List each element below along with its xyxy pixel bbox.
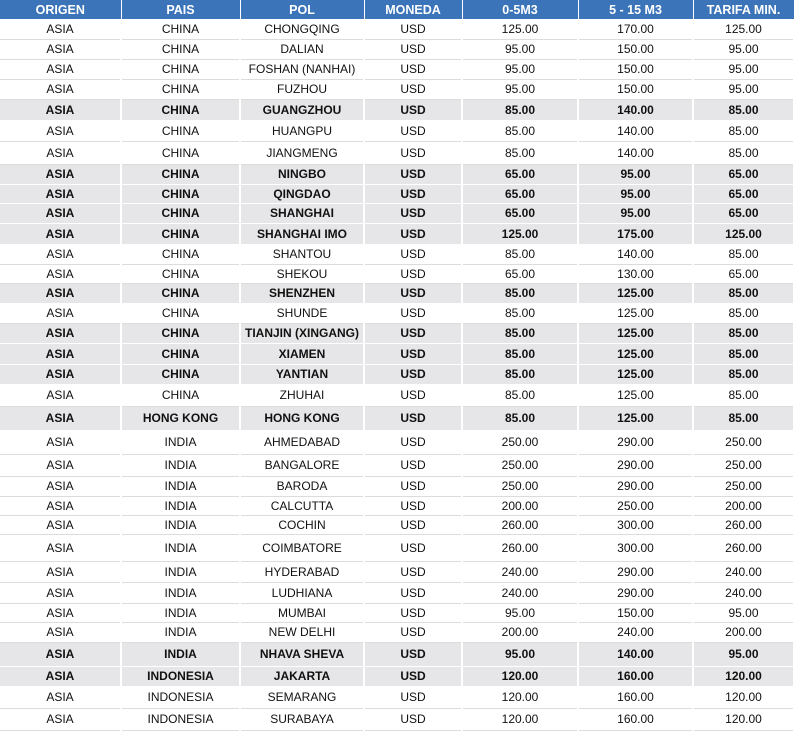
cell-moneda: USD — [364, 642, 462, 666]
cell-origen: ASIA — [0, 454, 121, 476]
table-row — [0, 203, 794, 223]
cell-rate-0-5m3: 85.00 — [462, 141, 578, 164]
cell-origen: ASIA — [0, 244, 121, 264]
cell-origen: ASIA — [0, 364, 121, 384]
cell-tarifa-min: 85.00 — [693, 406, 794, 430]
cell-origen: ASIA — [0, 203, 121, 223]
table-row — [0, 582, 794, 603]
cell-rate-0-5m3: 260.00 — [462, 515, 578, 534]
cell-rate-5-15m3: 95.00 — [578, 184, 693, 203]
cell-tarifa-min: 260.00 — [693, 515, 794, 534]
cell-rate-0-5m3: 65.00 — [462, 164, 578, 184]
cell-rate-5-15m3: 290.00 — [578, 582, 693, 603]
cell-moneda: USD — [364, 264, 462, 283]
cell-pol: HYDERABAD — [240, 561, 364, 582]
cell-pais: INDONESIA — [121, 686, 240, 708]
cell-pol: DALIAN — [240, 39, 364, 59]
table-row — [0, 323, 794, 343]
cell-pais: CHINA — [121, 79, 240, 99]
cell-pais: INDIA — [121, 622, 240, 642]
cell-pais: CHINA — [121, 323, 240, 343]
cell-origen: ASIA — [0, 708, 121, 730]
table-row — [0, 708, 794, 730]
cell-moneda: USD — [364, 686, 462, 708]
cell-moneda: USD — [364, 708, 462, 730]
cell-tarifa-min: 85.00 — [693, 323, 794, 343]
cell-pais: CHINA — [121, 203, 240, 223]
cell-pais: CHINA — [121, 283, 240, 303]
cell-origen: ASIA — [0, 99, 121, 120]
cell-moneda: USD — [364, 99, 462, 120]
cell-pol: SHANGHAI — [240, 203, 364, 223]
table-row — [0, 59, 794, 79]
table-row — [0, 384, 794, 406]
cell-pais: CHINA — [121, 343, 240, 364]
table-row — [0, 686, 794, 708]
cell-pais: INDIA — [121, 582, 240, 603]
cell-pais: CHINA — [121, 184, 240, 203]
table-row — [0, 244, 794, 264]
cell-pol: HONG KONG — [240, 406, 364, 430]
cell-pol: SHUNDE — [240, 303, 364, 323]
cell-moneda: USD — [364, 120, 462, 141]
table-row — [0, 264, 794, 283]
cell-origen: ASIA — [0, 120, 121, 141]
cell-pol: MUMBAI — [240, 603, 364, 622]
cell-moneda: USD — [364, 223, 462, 244]
cell-rate-0-5m3: 260.00 — [462, 534, 578, 561]
cell-pol: QINGDAO — [240, 184, 364, 203]
cell-moneda: USD — [364, 666, 462, 686]
cell-pais: INDIA — [121, 430, 240, 454]
cell-pais: CHINA — [121, 164, 240, 184]
cell-rate-5-15m3: 150.00 — [578, 59, 693, 79]
cell-moneda: USD — [364, 203, 462, 223]
cell-origen: ASIA — [0, 496, 121, 515]
cell-tarifa-min: 65.00 — [693, 264, 794, 283]
cell-tarifa-min: 85.00 — [693, 141, 794, 164]
cell-pol: BANGALORE — [240, 454, 364, 476]
cell-pais: CHINA — [121, 120, 240, 141]
table-row — [0, 19, 794, 39]
cell-origen: ASIA — [0, 283, 121, 303]
cell-pais: CHINA — [121, 303, 240, 323]
cell-pol: YANTIAN — [240, 364, 364, 384]
cell-tarifa-min: 85.00 — [693, 384, 794, 406]
cell-rate-5-15m3: 150.00 — [578, 603, 693, 622]
cell-origen: ASIA — [0, 622, 121, 642]
cell-moneda: USD — [364, 79, 462, 99]
cell-tarifa-min: 125.00 — [693, 19, 794, 39]
cell-moneda: USD — [364, 343, 462, 364]
cell-moneda: USD — [364, 384, 462, 406]
cell-pais: INDIA — [121, 476, 240, 496]
cell-pais: INDONESIA — [121, 666, 240, 686]
cell-rate-5-15m3: 125.00 — [578, 343, 693, 364]
cell-rate-0-5m3: 95.00 — [462, 79, 578, 99]
cell-rate-0-5m3: 120.00 — [462, 666, 578, 686]
cell-tarifa-min: 95.00 — [693, 603, 794, 622]
cell-tarifa-min: 85.00 — [693, 244, 794, 264]
cell-pol: FOSHAN (NANHAI) — [240, 59, 364, 79]
cell-pais: INDIA — [121, 454, 240, 476]
cell-rate-0-5m3: 85.00 — [462, 283, 578, 303]
cell-pol: BARODA — [240, 476, 364, 496]
table-row — [0, 561, 794, 582]
table-row — [0, 666, 794, 686]
cell-origen: ASIA — [0, 59, 121, 79]
cell-rate-5-15m3: 250.00 — [578, 496, 693, 515]
cell-pais: CHINA — [121, 264, 240, 283]
cell-pol: NHAVA SHEVA — [240, 642, 364, 666]
cell-rate-5-15m3: 150.00 — [578, 39, 693, 59]
cell-pais: INDIA — [121, 534, 240, 561]
cell-rate-5-15m3: 300.00 — [578, 534, 693, 561]
table-body — [0, 19, 794, 730]
cell-pol: SHANGHAI IMO — [240, 223, 364, 244]
cell-moneda: USD — [364, 164, 462, 184]
cell-pais: INDIA — [121, 642, 240, 666]
cell-origen: ASIA — [0, 264, 121, 283]
cell-tarifa-min: 65.00 — [693, 164, 794, 184]
cell-tarifa-min: 95.00 — [693, 59, 794, 79]
header-rate-5-15m3: 5 - 15 M3 — [578, 0, 693, 19]
cell-pol: ZHUHAI — [240, 384, 364, 406]
cell-origen: ASIA — [0, 430, 121, 454]
cell-rate-5-15m3: 175.00 — [578, 223, 693, 244]
cell-tarifa-min: 250.00 — [693, 454, 794, 476]
cell-rate-5-15m3: 300.00 — [578, 515, 693, 534]
cell-rate-5-15m3: 160.00 — [578, 686, 693, 708]
cell-moneda: USD — [364, 303, 462, 323]
cell-rate-0-5m3: 65.00 — [462, 184, 578, 203]
cell-pol: FUZHOU — [240, 79, 364, 99]
cell-pais: INDONESIA — [121, 708, 240, 730]
cell-tarifa-min: 85.00 — [693, 120, 794, 141]
cell-pol: AHMEDABAD — [240, 430, 364, 454]
cell-pol: SHANTOU — [240, 244, 364, 264]
cell-pais: CHINA — [121, 39, 240, 59]
table-row — [0, 430, 794, 454]
cell-rate-5-15m3: 125.00 — [578, 384, 693, 406]
cell-pol: SHENZHEN — [240, 283, 364, 303]
cell-moneda: USD — [364, 430, 462, 454]
table-row — [0, 454, 794, 476]
cell-origen: ASIA — [0, 141, 121, 164]
cell-tarifa-min: 95.00 — [693, 79, 794, 99]
cell-origen: ASIA — [0, 476, 121, 496]
cell-rate-0-5m3: 120.00 — [462, 686, 578, 708]
header-pol: POL — [240, 0, 364, 19]
cell-rate-5-15m3: 125.00 — [578, 283, 693, 303]
cell-rate-5-15m3: 290.00 — [578, 454, 693, 476]
header-origen: ORIGEN — [0, 0, 121, 19]
cell-tarifa-min: 120.00 — [693, 686, 794, 708]
cell-pais: CHINA — [121, 223, 240, 244]
cell-tarifa-min: 200.00 — [693, 496, 794, 515]
table-row — [0, 223, 794, 244]
table-row — [0, 343, 794, 364]
table-row — [0, 534, 794, 561]
cell-rate-5-15m3: 140.00 — [578, 244, 693, 264]
table-row — [0, 515, 794, 534]
cell-pais: CHINA — [121, 59, 240, 79]
cell-origen: ASIA — [0, 406, 121, 430]
cell-rate-5-15m3: 140.00 — [578, 642, 693, 666]
cell-pais: HONG KONG — [121, 406, 240, 430]
cell-tarifa-min: 120.00 — [693, 666, 794, 686]
cell-tarifa-min: 200.00 — [693, 622, 794, 642]
cell-pol: SEMARANG — [240, 686, 364, 708]
cell-rate-0-5m3: 125.00 — [462, 223, 578, 244]
cell-moneda: USD — [364, 622, 462, 642]
cell-rate-0-5m3: 85.00 — [462, 323, 578, 343]
cell-origen: ASIA — [0, 184, 121, 203]
cell-tarifa-min: 85.00 — [693, 364, 794, 384]
cell-moneda: USD — [364, 582, 462, 603]
cell-tarifa-min: 85.00 — [693, 343, 794, 364]
cell-pais: INDIA — [121, 496, 240, 515]
cell-origen: ASIA — [0, 79, 121, 99]
cell-moneda: USD — [364, 59, 462, 79]
cell-pol: NEW DELHI — [240, 622, 364, 642]
table-row — [0, 603, 794, 622]
cell-rate-5-15m3: 125.00 — [578, 364, 693, 384]
header-tarifa-min: TARIFA MIN. — [693, 0, 794, 19]
cell-origen: ASIA — [0, 642, 121, 666]
cell-pais: INDIA — [121, 515, 240, 534]
cell-tarifa-min: 95.00 — [693, 39, 794, 59]
cell-pais: CHINA — [121, 19, 240, 39]
table-row — [0, 622, 794, 642]
table-row — [0, 476, 794, 496]
cell-rate-0-5m3: 85.00 — [462, 244, 578, 264]
cell-moneda: USD — [364, 19, 462, 39]
header-moneda: MONEDA — [364, 0, 462, 19]
cell-rate-0-5m3: 120.00 — [462, 708, 578, 730]
cell-rate-0-5m3: 85.00 — [462, 120, 578, 141]
cell-origen: ASIA — [0, 164, 121, 184]
cell-pol: NINGBO — [240, 164, 364, 184]
cell-tarifa-min: 65.00 — [693, 203, 794, 223]
cell-rate-5-15m3: 290.00 — [578, 430, 693, 454]
cell-rate-0-5m3: 85.00 — [462, 384, 578, 406]
cell-rate-5-15m3: 150.00 — [578, 79, 693, 99]
table-row — [0, 406, 794, 430]
table-row — [0, 99, 794, 120]
cell-rate-5-15m3: 140.00 — [578, 120, 693, 141]
cell-rate-0-5m3: 85.00 — [462, 406, 578, 430]
cell-rate-5-15m3: 125.00 — [578, 303, 693, 323]
cell-pol: CALCUTTA — [240, 496, 364, 515]
cell-pol: XIAMEN — [240, 343, 364, 364]
table-row — [0, 364, 794, 384]
cell-pol: SURABAYA — [240, 708, 364, 730]
cell-moneda: USD — [364, 603, 462, 622]
cell-pol: COIMBATORE — [240, 534, 364, 561]
table-row — [0, 39, 794, 59]
cell-origen: ASIA — [0, 686, 121, 708]
cell-tarifa-min: 250.00 — [693, 476, 794, 496]
table-row — [0, 141, 794, 164]
cell-moneda: USD — [364, 454, 462, 476]
cell-pais: INDIA — [121, 561, 240, 582]
table-row — [0, 303, 794, 323]
table-row — [0, 642, 794, 666]
cell-rate-0-5m3: 85.00 — [462, 343, 578, 364]
cell-moneda: USD — [364, 244, 462, 264]
table-row — [0, 79, 794, 99]
table-row — [0, 184, 794, 203]
header-row — [0, 0, 794, 19]
cell-rate-0-5m3: 85.00 — [462, 364, 578, 384]
cell-moneda: USD — [364, 141, 462, 164]
cell-rate-5-15m3: 160.00 — [578, 708, 693, 730]
cell-moneda: USD — [364, 496, 462, 515]
cell-origen: ASIA — [0, 603, 121, 622]
table-header — [0, 0, 794, 19]
cell-rate-0-5m3: 95.00 — [462, 642, 578, 666]
cell-rate-0-5m3: 85.00 — [462, 303, 578, 323]
cell-origen: ASIA — [0, 384, 121, 406]
cell-tarifa-min: 85.00 — [693, 283, 794, 303]
cell-moneda: USD — [364, 283, 462, 303]
cell-rate-5-15m3: 95.00 — [578, 203, 693, 223]
cell-rate-0-5m3: 95.00 — [462, 59, 578, 79]
cell-tarifa-min: 240.00 — [693, 561, 794, 582]
cell-rate-0-5m3: 250.00 — [462, 476, 578, 496]
cell-rate-0-5m3: 240.00 — [462, 561, 578, 582]
cell-moneda: USD — [364, 515, 462, 534]
cell-pol: SHEKOU — [240, 264, 364, 283]
cell-rate-5-15m3: 125.00 — [578, 406, 693, 430]
cell-rate-5-15m3: 160.00 — [578, 666, 693, 686]
cell-pais: CHINA — [121, 384, 240, 406]
cell-origen: ASIA — [0, 323, 121, 343]
cell-tarifa-min: 250.00 — [693, 430, 794, 454]
cell-moneda: USD — [364, 323, 462, 343]
cell-pol: JAKARTA — [240, 666, 364, 686]
cell-tarifa-min: 125.00 — [693, 223, 794, 244]
cell-tarifa-min: 65.00 — [693, 184, 794, 203]
cell-rate-5-15m3: 140.00 — [578, 99, 693, 120]
cell-moneda: USD — [364, 184, 462, 203]
cell-pol: TIANJIN (XINGANG) — [240, 323, 364, 343]
cell-rate-0-5m3: 200.00 — [462, 622, 578, 642]
cell-pol: GUANGZHOU — [240, 99, 364, 120]
cell-rate-5-15m3: 130.00 — [578, 264, 693, 283]
cell-rate-5-15m3: 125.00 — [578, 323, 693, 343]
cell-rate-5-15m3: 140.00 — [578, 141, 693, 164]
header-rate-0-5m3: 0-5M3 — [462, 0, 578, 19]
cell-moneda: USD — [364, 406, 462, 430]
cell-origen: ASIA — [0, 303, 121, 323]
table-row — [0, 120, 794, 141]
cell-origen: ASIA — [0, 39, 121, 59]
cell-origen: ASIA — [0, 666, 121, 686]
cell-rate-5-15m3: 240.00 — [578, 622, 693, 642]
cell-moneda: USD — [364, 39, 462, 59]
cell-origen: ASIA — [0, 19, 121, 39]
cell-pais: INDIA — [121, 603, 240, 622]
cell-origen: ASIA — [0, 343, 121, 364]
cell-pol: CHONGQING — [240, 19, 364, 39]
cell-rate-0-5m3: 65.00 — [462, 264, 578, 283]
cell-pais: CHINA — [121, 141, 240, 164]
cell-pol: COCHIN — [240, 515, 364, 534]
cell-pais: CHINA — [121, 364, 240, 384]
table-row — [0, 496, 794, 515]
cell-rate-5-15m3: 290.00 — [578, 476, 693, 496]
cell-rate-0-5m3: 250.00 — [462, 430, 578, 454]
cell-rate-5-15m3: 95.00 — [578, 164, 693, 184]
table-row — [0, 283, 794, 303]
cell-pol: JIANGMENG — [240, 141, 364, 164]
cell-moneda: USD — [364, 476, 462, 496]
cell-rate-5-15m3: 170.00 — [578, 19, 693, 39]
cell-pol: HUANGPU — [240, 120, 364, 141]
cell-rate-0-5m3: 95.00 — [462, 603, 578, 622]
cell-rate-0-5m3: 240.00 — [462, 582, 578, 603]
cell-moneda: USD — [364, 561, 462, 582]
cell-pais: CHINA — [121, 244, 240, 264]
cell-moneda: USD — [364, 534, 462, 561]
cell-tarifa-min: 240.00 — [693, 582, 794, 603]
table-row — [0, 164, 794, 184]
cell-pol: LUDHIANA — [240, 582, 364, 603]
cell-origen: ASIA — [0, 561, 121, 582]
cell-tarifa-min: 95.00 — [693, 642, 794, 666]
cell-tarifa-min: 120.00 — [693, 708, 794, 730]
cell-rate-5-15m3: 290.00 — [578, 561, 693, 582]
cell-tarifa-min: 85.00 — [693, 303, 794, 323]
cell-origen: ASIA — [0, 515, 121, 534]
cell-rate-0-5m3: 95.00 — [462, 39, 578, 59]
cell-rate-0-5m3: 85.00 — [462, 99, 578, 120]
cell-pais: CHINA — [121, 99, 240, 120]
cell-origen: ASIA — [0, 582, 121, 603]
cell-rate-0-5m3: 65.00 — [462, 203, 578, 223]
cell-moneda: USD — [364, 364, 462, 384]
cell-rate-0-5m3: 250.00 — [462, 454, 578, 476]
cell-rate-0-5m3: 125.00 — [462, 19, 578, 39]
cell-tarifa-min: 260.00 — [693, 534, 794, 561]
cell-origen: ASIA — [0, 534, 121, 561]
cell-tarifa-min: 85.00 — [693, 99, 794, 120]
header-pais: PAIS — [121, 0, 240, 19]
cell-rate-0-5m3: 200.00 — [462, 496, 578, 515]
cell-origen: ASIA — [0, 223, 121, 244]
